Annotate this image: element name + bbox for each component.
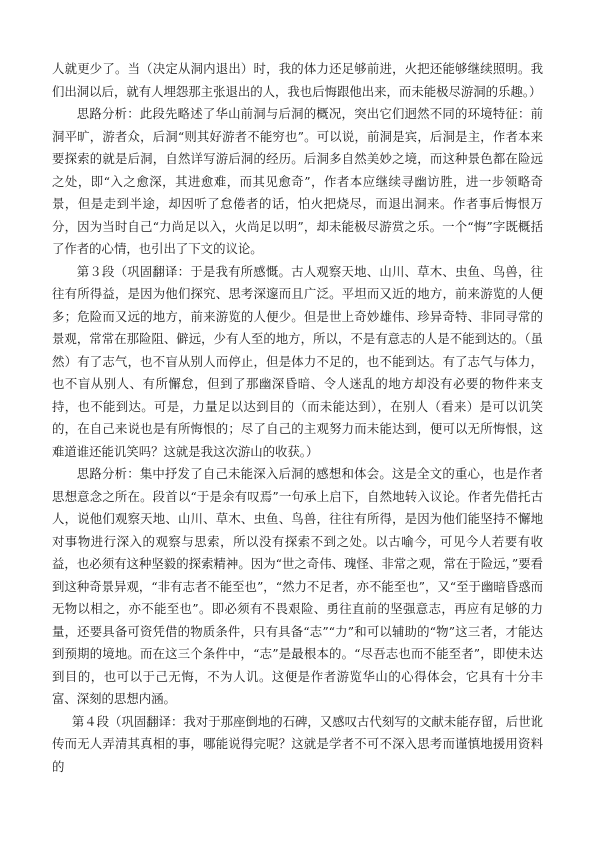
- paragraph-section-4-translation: 第４段（巩固翻译：我对于那座倒地的石碑，又感叹古代刻写的文献未能存留，后世讹传而无人弄清其真相的事，哪能说得完呢？这就是学者不可不深入思考而谨慎地援用资料的: [52, 713, 543, 774]
- paragraph-analysis-2: 思路分析：集中抒发了自己未能深入后洞的感想和体会。这是全文的重心，也是作者思想意念之所在。段首以“于是余有叹焉”一句承上启下，自然地转入议论。作者先借托古人，说他们观察天地、山川、草木、虫鱼、鸟兽，往往有所得，是因为他们能坚持不懈地对事物进行深入的观察与思索，所以没有探索不到之处。以古喻今，可见今人若要有收益，也必须有这种坚毅的探索精神。因为“世之奇伟、瑰怪、非常之观，常在于险远，”要看到这种奇景异观，“非有志者不能至也”，“然力不足者，亦不能至也”，又“至于幽暗昏惑而无物以相之，亦不能至也”。即必须有不畏艰险、勇往直前的坚强意志，再应有足够的力量，还要具备可资凭借的物质条件，只有具备“志”“力”和可以辅助的“物”这三者，才能达到预期的境地。而在这三个条件中，“志”是最根本的。“尽吾志也而不能至者”，即使未达到目的，也可以于己无悔，不为人讥。这便是作者游览华山的心得体会，它具有十分丰富、深刻的思想内涵。: [52, 466, 543, 706]
- paragraph-continuation: 人就更少了。当（决定从洞内退出）时，我的体力还足够前进，火把还能够继续照明。我们出洞以后，就有人埋怨那主张退出的人，我也后悔跟他出来，而未能极尽游洞的乐趣。）: [52, 61, 543, 99]
- paragraph-section-3-translation: 第３段（巩固翻译：于是我有所感慨。古人观察天地、山川、草木、虫鱼、鸟兽，往往有所得益，是因为他们探究、思考深邃而且广泛。平坦而又近的地方，前来游览的人便多；危险而又远的地方，前来游览的人便少。但是世上奇妙雄伟、珍异奇特、非同寻常的景观，常常在那险阻、僻远，少有人至的地方，所以，不是有意志的人是不能到达的。（虽然）有了志气，也不盲从别人而停止，但是体力不足的，也不能到达。有了志气与体力，也不盲从别人、有所懈怠，但到了那幽深昏暗、令人迷乱的地方却没有必要的物件来支持，也不能到达。可是，力量足以达到目的（而未能达到），在别人（看来）是可以讥笑的，在自己来说也是有所悔恨的；尽了自己的主观努力而未能达到，便可以无所悔恨，这难道谁还能讥笑吗？这就是我这次游山的收获。）: [52, 263, 543, 459]
- paragraph-analysis-1: 思路分析：此段先略述了华山前洞与后洞的概况，突出它们迥然不同的环境特征：前洞平旷，游者众，后洞“则其好游者不能穷也”。可以说，前洞是宾，后洞是主，作者本来要探索的就是后洞，自然详写游后洞的经历。后洞多自然美妙之境，而这种景色都在险远之处，即“入之愈深，其进愈难，而其见愈奇”，作者本应继续寻幽访胜，进一步领略奇景，但是走到半途，却因听了怠倦者的话，怕火把烧尽，而退出洞来。作者事后悔恨万分，因为当时自己“力尚足以入，火尚足以明”，却未能极尽游赏之乐。一个“悔”字既概括了作者的心情，也引出了下文的议论。: [52, 106, 543, 256]
